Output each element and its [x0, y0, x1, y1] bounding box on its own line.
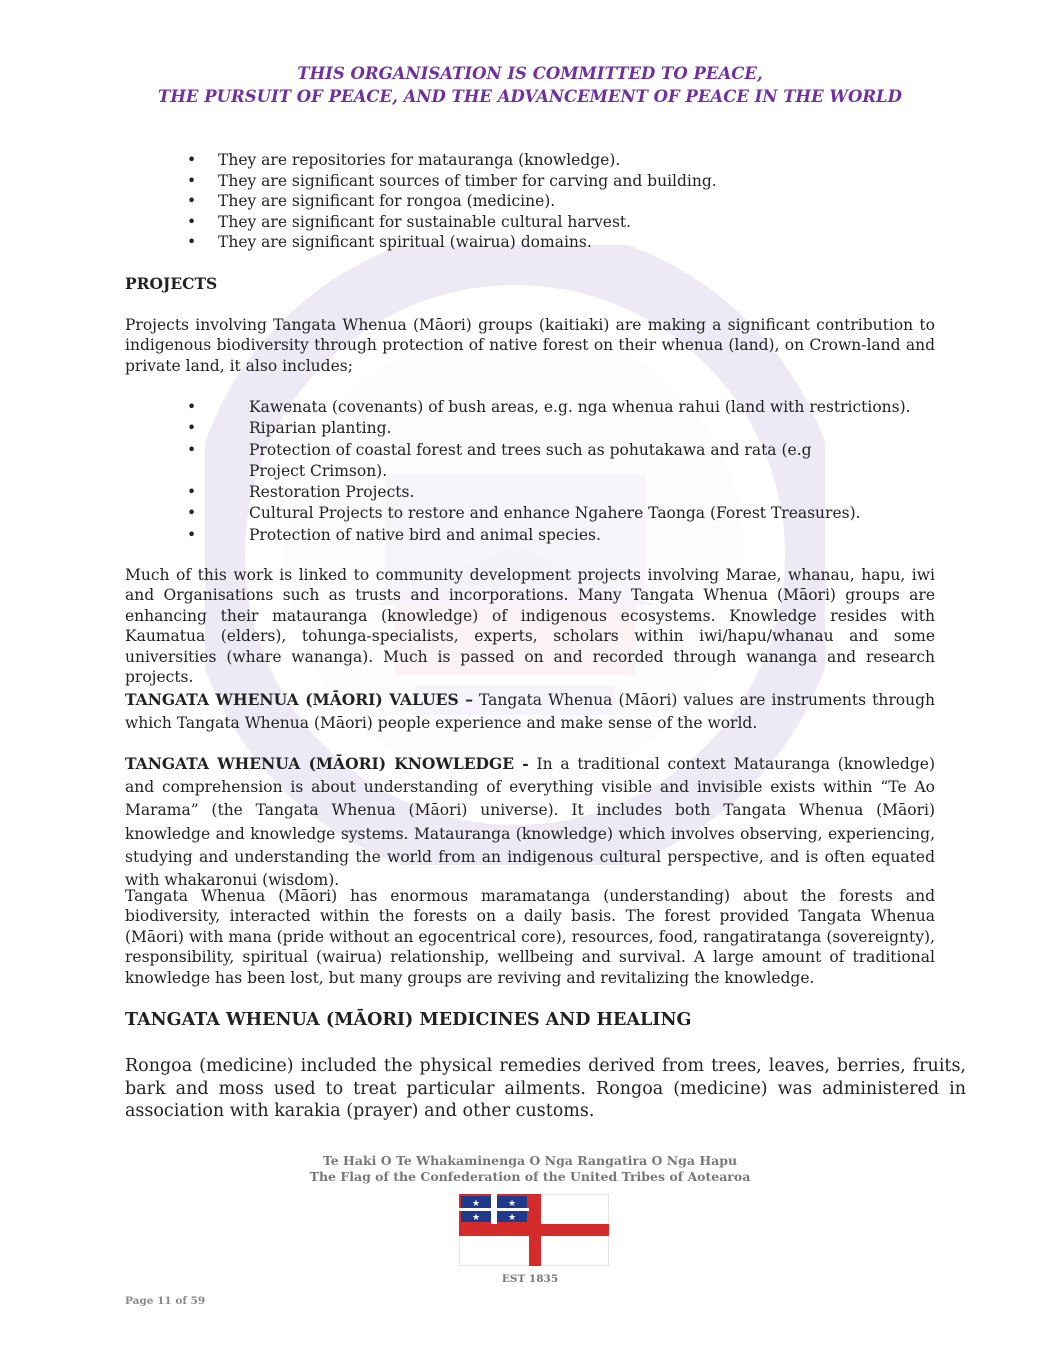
- established-label: EST 1835: [501, 1273, 559, 1285]
- projects-list: [187, 397, 911, 546]
- list-item: • Cultural Projects to restore and enhance Ngahere Taonga (Forest Treasures).: [187, 503, 911, 524]
- list-item: • Kawenata (covenants) of bush areas, e.g. nga whenua rahui (land with restrictions).: [187, 397, 911, 418]
- knowledge-label: TANGATA WHENUA (MĀORI) KNOWLEDGE -: [125, 754, 529, 773]
- svg-text:★: ★: [471, 1199, 481, 1209]
- knowledge-paragraph: [125, 752, 935, 892]
- knowledge-text: In a traditional context Matauranga (knowledge) and comprehension is about understanding of everything visible and invisible exists within “Te Ao Marama” (the Tangata Whenua (Māori) universe). It includes both Tangata Whenua (Māori) knowledge and knowledge systems. Matauranga (knowledge) which involves observing, experiencing, studying and understanding the world from an indigenous cultural perspective, and is often equated with whakaronui (wisdom).: [125, 755, 935, 890]
- list-item: • They are repositories for matauranga (knowledge).: [187, 150, 717, 171]
- list-item: • Protection of coastal forest and trees such as pohutakawa and rata (e.g Project Crimson).: [187, 440, 834, 483]
- svg-text:★: ★: [507, 1213, 517, 1223]
- values-text: Tangata Whenua (Māori) values are instruments through which Tangata Whenua (Māori) people experience and make sense of the world.: [125, 691, 935, 732]
- svg-text:★: ★: [507, 1199, 517, 1209]
- header-line-1: THIS ORGANISATION IS COMMITTED TO PEACE,: [297, 64, 763, 83]
- svg-text:★: ★: [471, 1213, 481, 1223]
- values-label: TANGATA WHENUA (MĀORI) VALUES –: [125, 690, 473, 709]
- list-item: • They are significant sources of timber for carving and building.: [187, 171, 717, 192]
- list-item: • Riparian planting.: [187, 418, 911, 439]
- projects-heading: PROJECTS: [125, 274, 218, 293]
- footer-flag-title: Te Haki O Te Whakaminenga O Nga Rangatira O Nga Hapu: [322, 1153, 738, 1168]
- header-line-2: THE PURSUIT OF PEACE, AND THE ADVANCEMENT OF PEACE IN THE WORLD: [158, 87, 902, 106]
- page-header: [0, 62, 1060, 108]
- list-item: • They are significant for sustainable cultural harvest.: [187, 212, 717, 233]
- values-paragraph: [125, 688, 935, 735]
- list-item: • Protection of native bird and animal species.: [187, 525, 911, 546]
- forest-significance-list: [187, 150, 717, 253]
- footer-flag-subtitle: The Flag of the Confederation of the United Tribes of Aotearoa: [309, 1169, 751, 1184]
- community-paragraph: Much of this work is linked to community development projects involving Marae, whanau, hapu, iwi and Organisations such as trusts and incorporations. Many Tangata Whenua (Māori) groups are enhancing their matauranga (knowledge) of indigenous ecosystems. Knowledge resides with Kaumatua (elders), tohunga-specialists, experts, scholars within iwi/hapu/whanau and some universities (whare wananga). Much is passed on and recorded through wananga and research projects.: [125, 566, 935, 687]
- medicines-heading: TANGATA WHENUA (MĀORI) MEDICINES AND HEALING: [125, 1010, 692, 1030]
- list-item: • They are significant for rongoa (medicine).: [187, 191, 717, 212]
- list-item: • Restoration Projects.: [187, 482, 911, 503]
- medicines-paragraph: Rongoa (medicine) included the physical remedies derived from trees, leaves, berries, fruits, bark and moss used to treat particular ailments. Rongoa (medicine) was administered in association with karakia (prayer) and other customs.: [125, 1056, 966, 1121]
- page-number: Page 11 of 59: [125, 1295, 206, 1307]
- projects-intro: Projects involving Tangata Whenua (Māori) groups (kaitiaki) are making a significant contribution to indigenous biodiversity through protection of native forest on their whenua (land), on Crown-land and private land, it also includes;: [125, 316, 935, 375]
- list-item: • They are significant spiritual (wairua) domains.: [187, 232, 717, 253]
- united-tribes-flag-icon: [459, 1194, 609, 1266]
- understanding-paragraph: Tangata Whenua (Māori) has enormous maramatanga (understanding) about the forests and biodiversity, interacted within the forests on a daily basis. The forest provided Tangata Whenua (Māori) with mana (pride without an egocentrical core), resources, food, rangatiratanga (sovereignty), responsibility, spiritual (wairua) relationship, wellbeing and survival. A large amount of traditional knowledge has been lost, but many groups are reviving and revitalizing the knowledge.: [125, 887, 935, 987]
